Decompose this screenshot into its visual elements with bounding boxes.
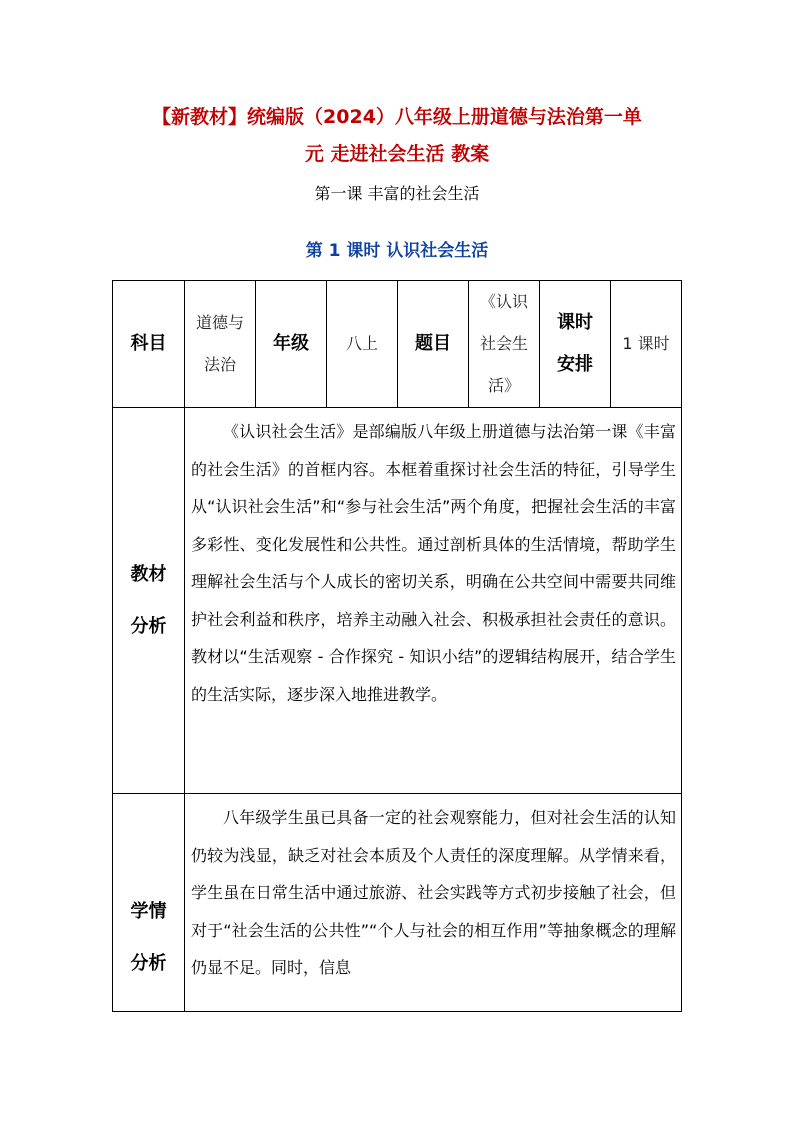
learner-analysis-row xyxy=(113,794,682,1012)
subject-value-line-1: 道德与 xyxy=(195,313,244,332)
schedule-label-line-2: 安排 xyxy=(557,354,593,375)
textbook-analysis-row xyxy=(113,408,682,794)
textbook-analysis-label-line-2: 分析 xyxy=(130,615,167,637)
topic-value-line-1: 《认识 xyxy=(479,292,528,311)
schedule-label-line-1: 课时 xyxy=(557,312,593,333)
learner-analysis-label-line-2: 分析 xyxy=(130,952,167,974)
subject-label: 科目 xyxy=(130,333,167,354)
subject-value-cell xyxy=(185,281,256,408)
grade-value: 八上 xyxy=(345,334,378,353)
table-header-row xyxy=(113,281,682,408)
lesson-plan-table xyxy=(112,280,682,1012)
topic-value-line-3: 活》 xyxy=(487,376,520,395)
learner-analysis-label-cell xyxy=(113,794,185,1012)
schedule-value: 1 课时 xyxy=(622,334,670,353)
textbook-analysis-label-cell xyxy=(113,408,185,794)
subject-label-cell xyxy=(113,281,185,408)
grade-value-cell xyxy=(327,281,398,408)
document-title-line-2: 元 走进社会生活 教案 xyxy=(304,143,490,165)
schedule-label-cell xyxy=(540,281,611,408)
topic-label: 题目 xyxy=(415,333,451,354)
document-title-line-1: 【新教材】统编版（2024）八年级上册道德与法治第一单 xyxy=(152,106,642,128)
learner-analysis-label-line-1: 学情 xyxy=(130,900,167,922)
topic-label-cell xyxy=(398,281,469,408)
class-period-heading: 第 1 课时 认识社会生活 xyxy=(305,241,489,261)
textbook-analysis-label-line-1: 教材 xyxy=(130,563,167,585)
topic-value-cell xyxy=(469,281,540,408)
topic-value-line-2: 社会生 xyxy=(479,334,528,353)
schedule-value-cell xyxy=(611,281,682,408)
learner-analysis-content: 八年级学生虽已具备一定的社会观察能力，但对社会生活的认知仍较为浅显，缺乏对社会本质及个人责任的深度理解。从学情来看，学生虽在日常生活中通过旅游、社会实践等方式初步接触了社会，但对于“社会生活的公共性”“个人与社会的相互作用”等抽象概念的理解仍显不足。同时，信息 xyxy=(191,808,676,977)
subject-value-line-2: 法治 xyxy=(203,355,236,374)
textbook-analysis-content: 《认识社会生活》是部编版八年级上册道德与法治第一课《丰富的社会生活》的首框内容。本框着重探讨社会生活的特征，引导学生从“认识社会生活”和“参与社会生活”两个角度，把握社会生活的丰富多彩性、变化发展性和公共性。通过剖析具体的生活情境，帮助学生理解社会生活与个人成长的密切关系，明确在公共空间中需要共同维护社会利益和秩序，培养主动融入社会、积极承担社会责任的意识。教材以“生活观察 - 合作探究 - 知识小结”的逻辑结构展开，结合学生的生活实际，逐步深入地推进教学。 xyxy=(185,408,682,794)
grade-label: 年级 xyxy=(273,333,309,354)
grade-label-cell xyxy=(256,281,327,408)
lesson-subtitle: 第一课 丰富的社会生活 xyxy=(314,184,480,203)
learner-analysis-cell xyxy=(185,794,682,1012)
